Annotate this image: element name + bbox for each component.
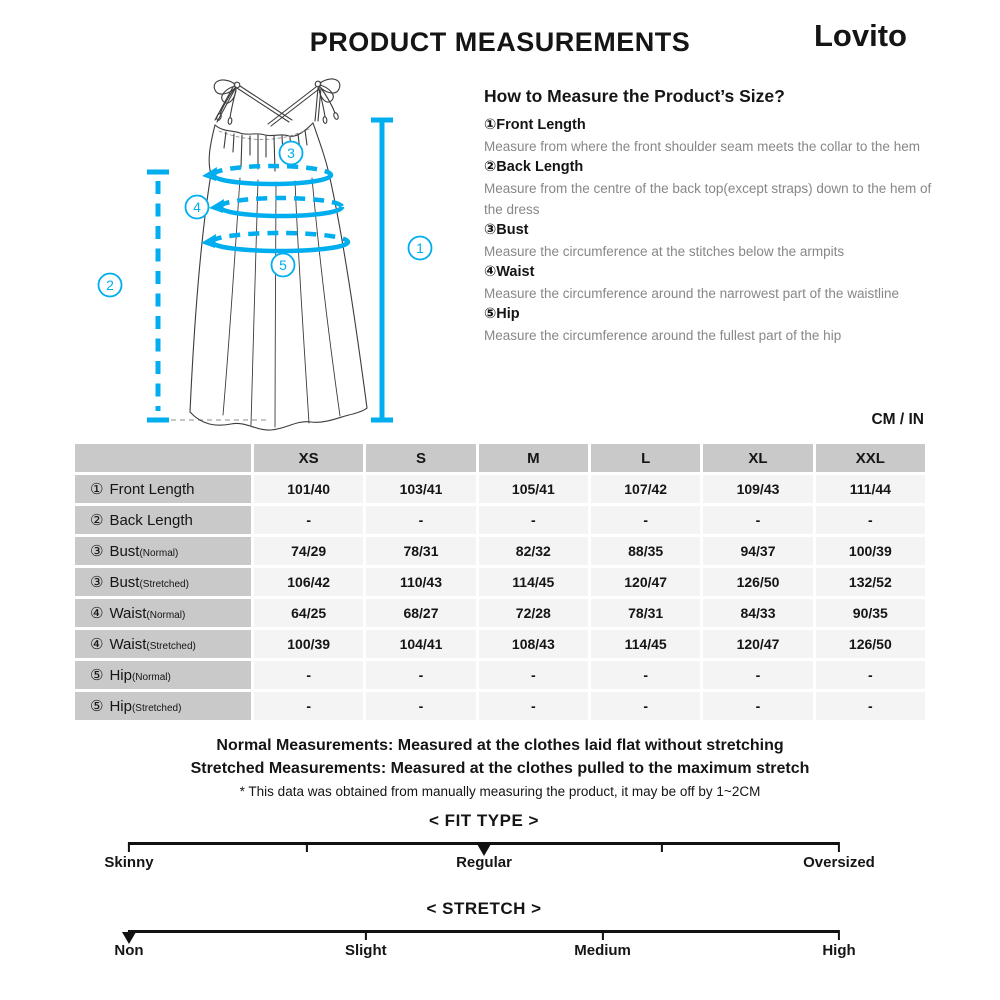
- size-value-cell: 100/39: [816, 537, 925, 565]
- measure-step-desc: Measure the circumference at the stitches below the armpits: [484, 244, 845, 259]
- size-col-header: M: [479, 444, 588, 472]
- fit-type-labels: [104, 853, 875, 872]
- size-value-cell: 78/31: [591, 599, 700, 627]
- size-col-header: XS: [254, 444, 363, 472]
- size-table: [75, 444, 925, 720]
- size-value-cell: 100/39: [254, 630, 363, 658]
- row-name: Hip: [109, 666, 132, 684]
- row-label: [75, 506, 251, 534]
- size-value-cell: -: [591, 506, 700, 534]
- row-name: Front Length: [109, 480, 195, 498]
- size-col-header: XL: [703, 444, 812, 472]
- size-value-cell: 68/27: [366, 599, 475, 627]
- size-value-cell: -: [703, 692, 812, 720]
- stretch-label-high: High: [822, 941, 856, 959]
- fit-type-tick: [305, 842, 307, 852]
- fit-type-label-skinny: Skinny: [104, 853, 154, 871]
- size-value-cell: -: [366, 506, 475, 534]
- stretch-tick: [601, 930, 603, 940]
- row-circled-number: ③: [90, 574, 104, 591]
- size-value-cell: -: [816, 506, 925, 534]
- fit-type-title: < FIT TYPE >: [429, 811, 539, 830]
- fit-type-tick: [128, 842, 130, 852]
- size-value-cell: -: [591, 661, 700, 689]
- size-value-cell: 110/43: [366, 568, 475, 596]
- size-value-cell: 108/43: [479, 630, 588, 658]
- callout-1: [409, 237, 432, 260]
- size-value-cell: -: [816, 661, 925, 689]
- size-value-cell: -: [254, 661, 363, 689]
- row-name: Back Length: [109, 511, 193, 529]
- callout-5: [272, 254, 295, 277]
- measure-step-desc: Measure the circumference around the narrowest part of the waistline: [484, 286, 899, 301]
- size-value-cell: -: [816, 692, 925, 720]
- size-value-cell: 107/42: [591, 475, 700, 503]
- fit-type-slider: [104, 811, 875, 872]
- size-value-cell: -: [703, 506, 812, 534]
- measure-step-label: ④Waist: [484, 264, 535, 280]
- page-title: PRODUCT MEASUREMENTS: [309, 27, 691, 57]
- size-col-header: XXL: [816, 444, 925, 472]
- units-label: CM / IN: [871, 411, 924, 428]
- stretch-labels: [114, 941, 856, 960]
- size-value-cell: -: [254, 506, 363, 534]
- stretch-label-slight: Slight: [344, 941, 387, 959]
- bust-ellipse: [213, 166, 331, 184]
- size-value-cell: 94/37: [703, 537, 812, 565]
- row-subscript: (Stretched): [146, 640, 196, 652]
- row-circled-number: ⑤: [90, 698, 104, 715]
- size-value-cell: 114/45: [591, 630, 700, 658]
- size-col-header: L: [591, 444, 700, 472]
- size-value-cell: 90/35: [816, 599, 925, 627]
- row-label: [75, 661, 251, 689]
- size-value-cell: -: [254, 692, 363, 720]
- measure-step-label: ③Bust: [484, 222, 529, 238]
- size-value-cell: 120/47: [591, 568, 700, 596]
- callout-3-number: 3: [287, 145, 295, 161]
- measure-step-desc: Measure from the centre of the back top(except straps) down to the hem of the dress: [484, 181, 932, 217]
- fit-type-label-regular: Regular: [456, 853, 512, 871]
- fit-type-tick: [838, 842, 840, 852]
- normal-measurement-note: Normal Measurements: Measured at the clothes laid flat without stretching: [216, 737, 784, 754]
- measure-step-label: ①Front Length: [484, 117, 586, 133]
- size-value-cell: -: [479, 692, 588, 720]
- size-value-cell: 78/31: [366, 537, 475, 565]
- row-circled-number: ③: [90, 543, 104, 560]
- size-value-cell: 120/47: [703, 630, 812, 658]
- how-to-measure-heading: How to Measure the Product’s Size?: [484, 86, 785, 106]
- row-name: Bust: [109, 573, 140, 591]
- size-value-cell: -: [479, 661, 588, 689]
- size-value-cell: 103/41: [366, 475, 475, 503]
- row-circled-number: ④: [90, 636, 104, 653]
- brand-logo: Lovito: [814, 18, 907, 53]
- callout-1-number: 1: [416, 240, 424, 256]
- size-value-cell: -: [366, 692, 475, 720]
- dress-measurement-diagram: [90, 75, 480, 435]
- callout-2-number: 2: [106, 277, 114, 293]
- callout-4-number: 4: [193, 199, 201, 215]
- row-label: [75, 537, 251, 565]
- size-value-cell: -: [591, 692, 700, 720]
- row-label: [75, 692, 251, 720]
- size-col-header: S: [366, 444, 475, 472]
- fit-type-label-oversized: Oversized: [803, 853, 875, 871]
- row-name: Waist: [109, 604, 147, 622]
- stretch-label-medium: Medium: [574, 941, 631, 959]
- callout-2: [99, 274, 122, 297]
- back-length-indicator: [147, 172, 169, 420]
- size-value-cell: 82/32: [479, 537, 588, 565]
- row-subscript: (Normal): [131, 671, 171, 683]
- stretch-title: < STRETCH >: [426, 899, 542, 918]
- size-value-cell: 106/42: [254, 568, 363, 596]
- row-circled-number: ⑤: [90, 667, 104, 684]
- size-value-cell: -: [703, 661, 812, 689]
- stretch-track: [129, 930, 839, 933]
- row-subscript: (Normal): [139, 547, 179, 559]
- size-value-cell: -: [479, 506, 588, 534]
- stretch-slider: [114, 899, 856, 960]
- hip-ellipse: [212, 233, 348, 251]
- disclaimer-note: * This data was obtained from manually measuring the product, it may be off by 1~2CM: [239, 784, 761, 799]
- row-label: [75, 630, 251, 658]
- stretch-label-non: Non: [114, 941, 144, 959]
- row-circled-number: ①: [90, 481, 104, 498]
- table-corner-cell: [75, 444, 251, 472]
- size-value-cell: 74/29: [254, 537, 363, 565]
- size-value-cell: 84/33: [703, 599, 812, 627]
- row-name: Hip: [109, 697, 132, 715]
- measure-step-desc: Measure the circumference around the fullest part of the hip: [484, 328, 842, 343]
- row-label: [75, 475, 251, 503]
- measure-indicators: [147, 120, 393, 420]
- row-circled-number: ②: [90, 512, 104, 529]
- row-subscript: (Stretched): [131, 702, 182, 714]
- row-name: Waist: [109, 635, 147, 653]
- size-value-cell: 104/41: [366, 630, 475, 658]
- size-value-cell: 126/50: [703, 568, 812, 596]
- size-value-cell: 105/41: [479, 475, 588, 503]
- waist-arrowhead: [209, 199, 224, 213]
- row-subscript: (Normal): [146, 609, 186, 621]
- row-label: [75, 568, 251, 596]
- size-value-cell: 114/45: [479, 568, 588, 596]
- row-name: Bust: [109, 542, 140, 560]
- measure-step-desc: Measure from where the front shoulder seam meets the collar to the hem: [484, 139, 920, 154]
- callout-3: [280, 142, 303, 165]
- size-value-cell: 132/52: [816, 568, 925, 596]
- measure-step-label: ②Back Length: [484, 159, 584, 175]
- size-value-cell: -: [366, 661, 475, 689]
- size-value-cell: 101/40: [254, 475, 363, 503]
- front-length-indicator: [371, 120, 393, 420]
- notes-section: [0, 734, 1000, 799]
- how-to-measure-section: [484, 86, 936, 346]
- size-value-cell: 111/44: [816, 475, 925, 503]
- size-value-cell: 109/43: [703, 475, 812, 503]
- row-label: [75, 599, 251, 627]
- size-value-cell: 88/35: [591, 537, 700, 565]
- measure-step-label: ⑤Hip: [484, 306, 520, 322]
- size-value-cell: 72/28: [479, 599, 588, 627]
- fit-type-tick: [660, 842, 662, 852]
- size-value-cell: 64/25: [254, 599, 363, 627]
- measure-steps-list: [484, 115, 936, 346]
- stretch-tick: [838, 930, 840, 940]
- size-value-cell: 126/50: [816, 630, 925, 658]
- callout-4: [186, 196, 209, 219]
- row-circled-number: ④: [90, 605, 104, 622]
- stretched-measurement-note: Stretched Measurements: Measured at the clothes pulled to the maximum stretch: [190, 760, 810, 777]
- stretch-tick: [365, 930, 367, 940]
- row-subscript: (Stretched): [139, 578, 189, 590]
- fit-type-track: [129, 842, 839, 845]
- callout-5-number: 5: [279, 257, 287, 273]
